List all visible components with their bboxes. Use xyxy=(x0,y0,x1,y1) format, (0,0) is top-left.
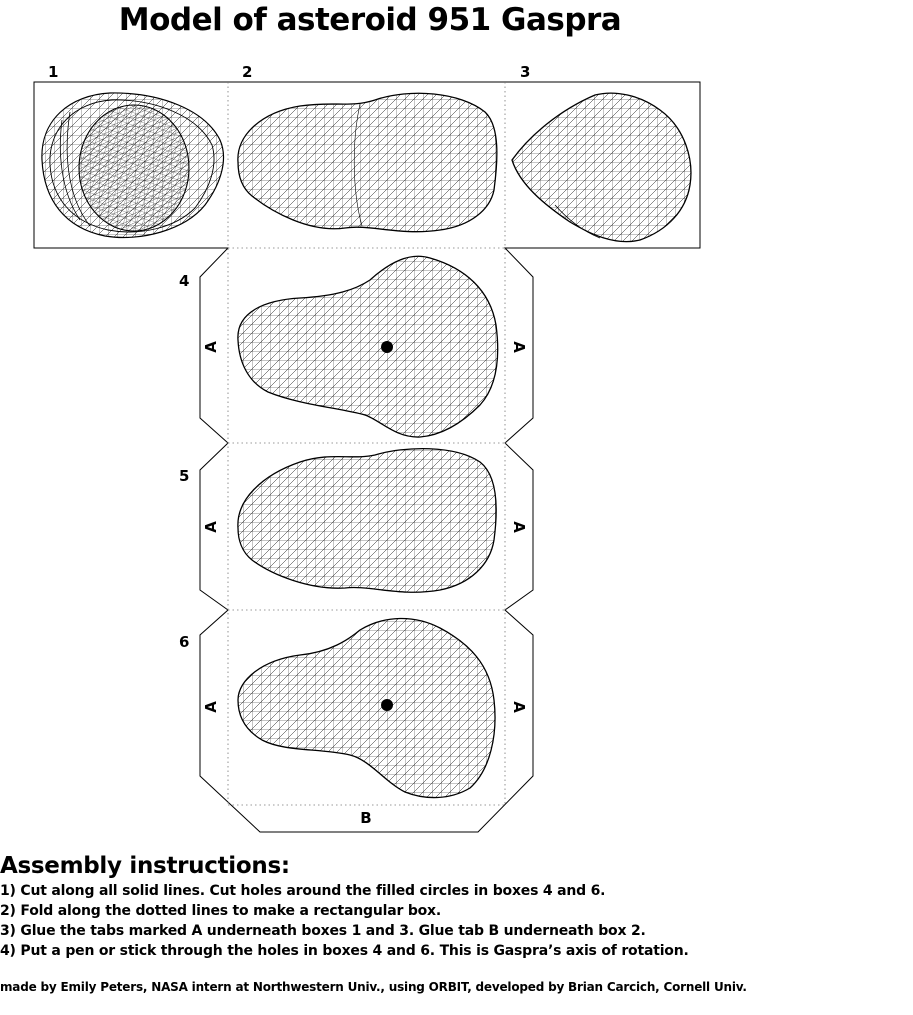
box-4-label: 4 xyxy=(179,272,190,290)
instruction-step: 4) Put a pen or stick through the holes in boxes 4 and 6. This is Gaspra’s axis of rotation. xyxy=(0,943,689,959)
instructions-list xyxy=(0,881,900,961)
gaspra-view-6 xyxy=(238,618,495,797)
box-5-label: 5 xyxy=(179,467,190,485)
tab-b: B xyxy=(360,809,372,827)
box-1-label: 1 xyxy=(48,63,59,81)
credit-line: made by Emily Peters, NASA intern at Northwestern Univ., using ORBIT, developed by Brian Carcich, Cornell Univ. xyxy=(0,980,747,994)
instruction-step: 3) Glue the tabs marked A underneath boxes 1 and 3. Glue tab B underneath box 2. xyxy=(0,923,646,939)
axis-hole-4 xyxy=(381,341,393,353)
axis-hole-6 xyxy=(381,699,393,711)
gaspra-view-4 xyxy=(238,256,498,437)
tab-a-right-6: A xyxy=(510,701,528,713)
page-title: Model of asteroid 951 Gaspra xyxy=(118,2,622,38)
assembly-instructions xyxy=(0,853,900,961)
tab-a-left-4: A xyxy=(202,341,220,353)
box-3-label: 3 xyxy=(520,63,531,81)
tab-a-right-5: A xyxy=(510,521,528,533)
box-6-label: 6 xyxy=(179,633,190,651)
instruction-step: 2) Fold along the dotted lines to make a rectangular box. xyxy=(0,903,442,919)
gaspra-view-3 xyxy=(512,93,691,241)
tab-a-right-4: A xyxy=(510,341,528,353)
tab-a-left-6: A xyxy=(202,701,220,713)
gaspra-view-2 xyxy=(238,93,497,231)
instruction-step: 1) Cut along all solid lines. Cut holes around the filled circles in boxes 4 and 6. xyxy=(0,883,606,899)
instructions-heading: Assembly instructions: xyxy=(0,853,290,879)
tab-a-left-5: A xyxy=(202,521,220,533)
box-2-label: 2 xyxy=(242,63,253,81)
gaspra-view-1 xyxy=(42,93,224,238)
gaspra-view-5 xyxy=(238,449,496,593)
